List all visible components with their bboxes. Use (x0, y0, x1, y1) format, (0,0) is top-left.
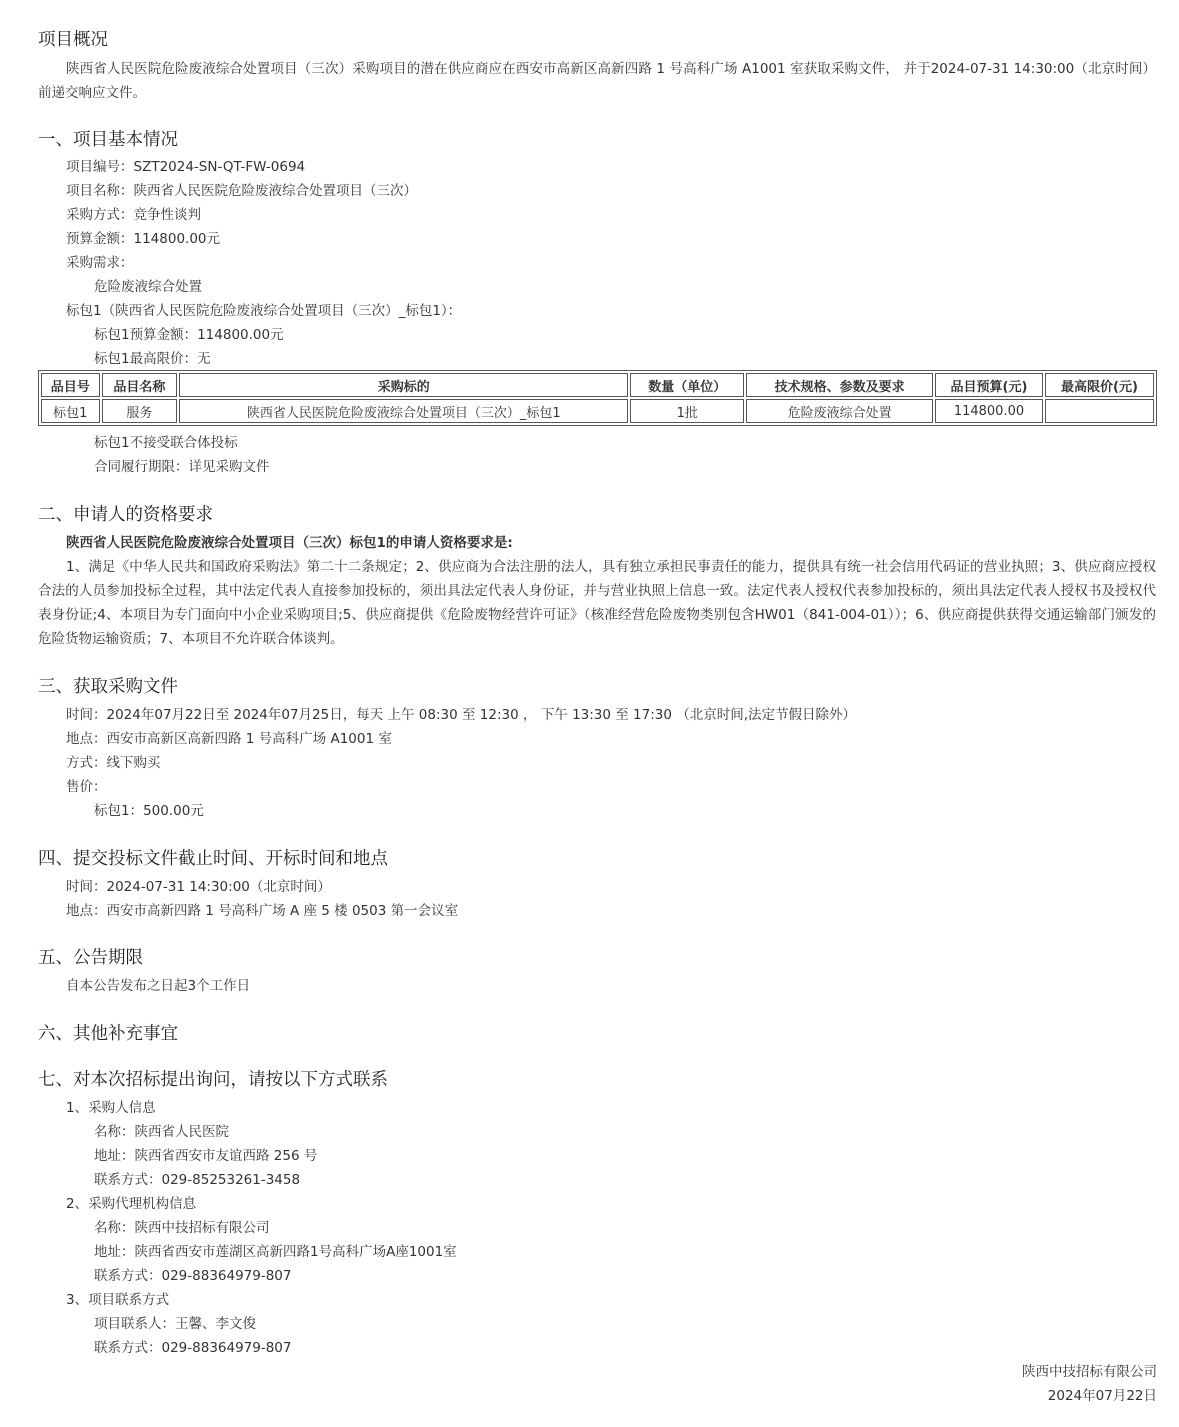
table-header-cell: 品目名称 (102, 373, 178, 397)
table-row (41, 399, 1154, 423)
table-cell: 陕西省人民医院危险废液综合处置项目（三次）_标包1 (179, 399, 628, 423)
budget-amount: 预算金额：114800.00元 (66, 231, 221, 247)
table-cell: 服务 (102, 399, 178, 423)
notice-period: 自本公告发布之日起3个工作日 (66, 978, 251, 994)
section2-title: 二、申请人的资格要求 (38, 505, 213, 525)
agent-address: 地址：陕西省西安市莲湖区高新四路1号高科广场A座1001室 (94, 1244, 457, 1260)
section3-title: 三、获取采购文件 (38, 677, 178, 697)
procurement-items-table (38, 370, 1157, 426)
table-cell (1045, 399, 1154, 423)
obtain-time: 时间：2024年07月22日至 2024年07月25日，每天 上午 08:30 至 12:30 ， 下午 13:30 至 17:30 （北京时间,法定节假日除外） (66, 707, 857, 723)
table-cell: 1批 (630, 399, 744, 423)
section5-title: 五、公告期限 (38, 948, 143, 968)
overview-text: 陕西省人民医院危险废液综合处置项目（三次）采购项目的潜在供应商应在西安市高新区高新四路 1 号高科广场 A1001 室获取采购文件， 并于2024-07-31 14:30:00（北京时间）前递交响应文件。 (38, 61, 1156, 101)
table-header-cell: 品目号 (41, 373, 100, 397)
procurement-method: 采购方式：竞争性谈判 (66, 207, 201, 223)
section1-title: 一、项目基本情况 (38, 130, 178, 150)
no-consortium-note: 标包1不接受联合体投标 (94, 435, 238, 451)
agent-name: 名称：陕西中技招标有限公司 (94, 1220, 270, 1236)
contract-period: 合同履行期限：详见采购文件 (94, 459, 270, 475)
lot-limit: 标包1最高限价：无 (94, 351, 211, 367)
price-item: 标包1：500.00元 (94, 803, 204, 819)
buyer-address: 地址：陕西省西安市友谊西路 256 号 (94, 1148, 318, 1164)
project-contact-title: 3、项目联系方式 (66, 1292, 170, 1308)
section4-title: 四、提交投标文件截止时间、开标时间和地点 (38, 849, 388, 869)
buyer-phone: 联系方式：029-85253261-3458 (94, 1172, 301, 1188)
demand-label: 采购需求： (66, 255, 134, 271)
table-header-cell: 技术规格、参数及要求 (746, 373, 933, 397)
qualification-lead: 陕西省人民医院危险废液综合处置项目（三次）标包1的申请人资格要求是: (66, 535, 513, 551)
price-label: 售价： (66, 779, 107, 795)
lot-title: 标包1（陕西省人民医院危险废液综合处置项目（三次）_标包1）： (66, 303, 462, 319)
agent-phone: 联系方式：029-88364979-807 (94, 1268, 292, 1284)
project-contact-phone: 联系方式：029-88364979-807 (94, 1340, 292, 1356)
agent-info-title: 2、采购代理机构信息 (66, 1196, 197, 1212)
demand-item: 危险废液综合处置 (94, 279, 202, 295)
project-contact-person: 项目联系人：王馨、李文俊 (94, 1316, 256, 1332)
table-header-cell: 品目预算(元) (935, 373, 1043, 397)
table-header-cell: 最高限价(元) (1045, 373, 1154, 397)
table-cell: 标包1 (41, 399, 100, 423)
footer-organization: 陕西中技招标有限公司 (1022, 1364, 1157, 1380)
obtain-method: 方式：线下购买 (66, 755, 161, 771)
table-cell: 114800.00 (935, 399, 1043, 423)
section7-title: 七、对本次招标提出询问，请按以下方式联系 (38, 1070, 388, 1090)
section6-title: 六、其他补充事宜 (38, 1024, 178, 1044)
overview-title: 项目概况 (38, 30, 108, 50)
lot-budget: 标包1预算金额：114800.00元 (94, 327, 284, 343)
table-cell: 危险废液综合处置 (746, 399, 933, 423)
footer-date: 2024年07月22日 (1047, 1388, 1157, 1404)
deadline-time: 时间：2024-07-31 14:30:00（北京时间） (66, 879, 331, 895)
project-number: 项目编号：SZT2024-SN-QT-FW-0694 (66, 159, 306, 175)
table-header-cell: 采购标的 (179, 373, 628, 397)
table-header-row (41, 373, 1154, 397)
project-name: 项目名称：陕西省人民医院危险废液综合处置项目（三次） (66, 183, 417, 199)
qualification-text: 1、满足《中华人民共和国政府采购法》第二十二条规定；2、供应商为合法注册的法人，具有独立承担民事责任的能力，提供具有统一社会信用代码证的营业执照；3、供应商应授权合法的人员参加投标全过程，其中法定代表人直接参加投标的，须出具法定代表人身份证，并与营业执照上信息一致。法定代表人授权代表参加投标的，须出具法定代表人授权书及授权代表身份证;4、本项目为专门面向中小企业采购项目;5、供应商提供《危险废物经营许可证》（核准经营危险废物类别包含HW01（841-004-01））；6、供应商提供获得交通运输部门颁发的危险货物运输资质；7、本项目不允许联合体谈判。 (38, 559, 1156, 647)
buyer-info-title: 1、采购人信息 (66, 1100, 156, 1116)
buyer-name: 名称：陕西省人民医院 (94, 1124, 229, 1140)
table-header-cell: 数量（单位） (630, 373, 744, 397)
opening-place: 地点：西安市高新四路 1 号高科广场 A 座 5 楼 0503 第一会议室 (66, 903, 459, 919)
obtain-place: 地点：西安市高新区高新四路 1 号高科广场 A1001 室 (66, 731, 392, 747)
